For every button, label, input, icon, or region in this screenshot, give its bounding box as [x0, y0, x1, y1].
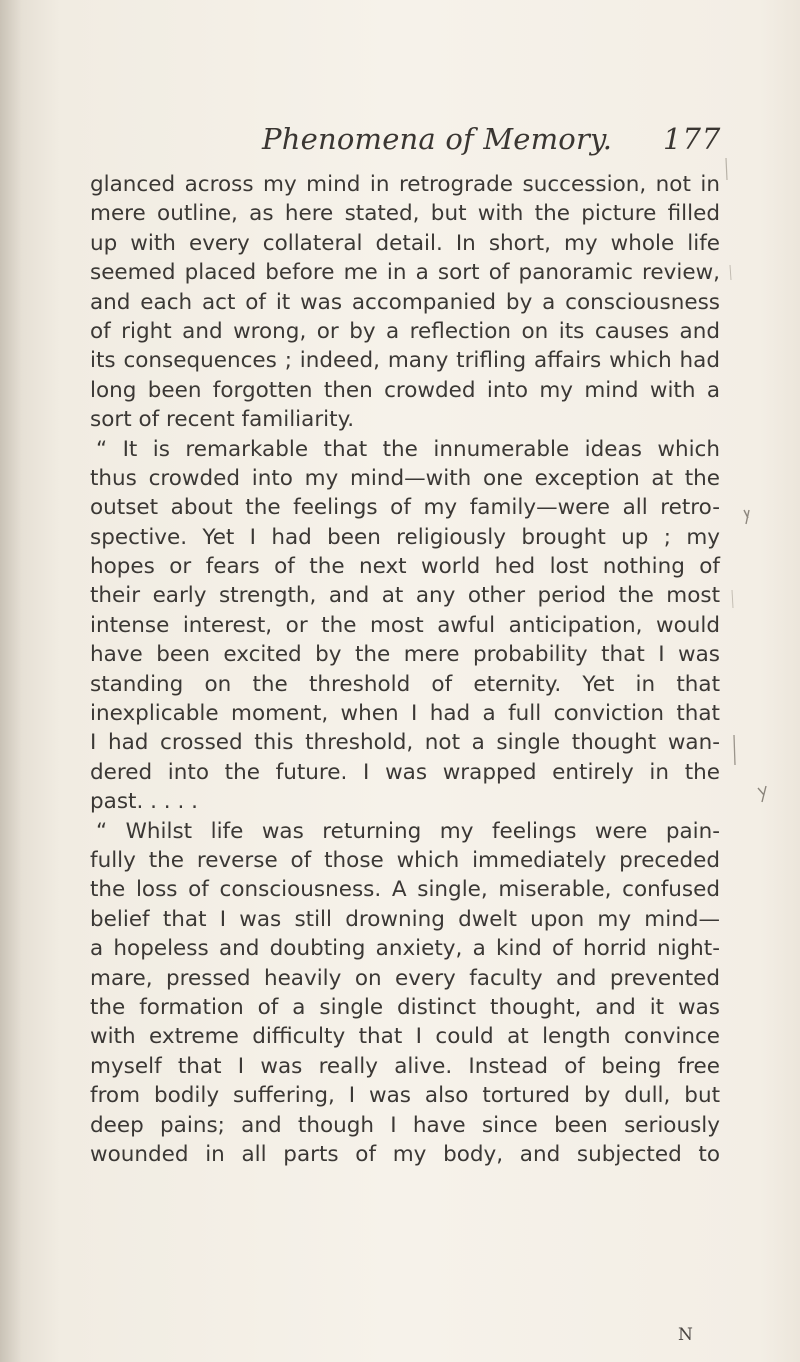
text-line: up with every collateral detail. In short, my whole life — [90, 230, 720, 256]
page-header — [0, 122, 800, 166]
text-line: outset about the feelings of my family—were all retro- — [90, 495, 720, 521]
page-number: 177 — [663, 122, 722, 156]
body-text — [90, 170, 720, 1169]
text-line: belief that I was still drowning dwelt upon my mind— — [90, 906, 720, 932]
running-title: Phenomena of Memory. — [262, 122, 613, 156]
text-line: inexplicable moment, when I had a full conviction that — [90, 701, 720, 727]
text-line: deep pains; and though I have since been seriously — [90, 1112, 720, 1138]
text-line: I had crossed this threshold, not a single thought wan- — [90, 730, 720, 756]
text-line: fully the reverse of those which immediately preceded — [90, 847, 720, 873]
text-line: long been forgotten then crowded into my mind with a — [90, 377, 720, 403]
text-line: intense interest, or the most awful anticipation, would — [90, 612, 720, 638]
text-line: mare, pressed heavily on every faculty and prevented — [90, 965, 720, 991]
text-line: and each act of it was accompanied by a consciousness — [90, 289, 720, 315]
signature-mark: N — [678, 1325, 693, 1345]
text-line: spective. Yet I had been religiously brought up ; my — [90, 524, 720, 550]
text-line: the formation of a single distinct thought, and it was — [90, 994, 720, 1020]
text-line: their early strength, and at any other period the most — [90, 583, 720, 609]
text-line: seemed placed before me in a sort of panoramic review, — [90, 260, 720, 286]
text-line: mere outline, as here stated, but with the picture filled — [90, 201, 720, 227]
text-line: “ It is remarkable that the innumerable ideas which — [96, 436, 720, 462]
text-line: past. . . . . — [90, 789, 198, 815]
text-line: with extreme difficulty that I could at length convince — [90, 1024, 720, 1050]
text-line: its consequences ; indeed, many trifling affairs which had — [90, 348, 720, 374]
text-line: standing on the threshold of eternity. Yet in that — [90, 671, 720, 697]
text-line: hopes or fears of the next world hed lost nothing of — [90, 554, 720, 580]
text-line: dered into the future. I was wrapped entirely in the — [90, 759, 720, 785]
text-line: from bodily suffering, I was also tortured by dull, but — [90, 1083, 720, 1109]
text-line: a hopeless and doubting anxiety, a kind of horrid night- — [90, 936, 720, 962]
margin-marks — [722, 140, 792, 840]
text-line: thus crowded into my mind—with one exception at the — [90, 465, 720, 491]
text-line: myself that I was really alive. Instead of being free — [90, 1053, 720, 1079]
text-line: have been excited by the mere probability that I was — [90, 642, 720, 668]
text-line: “ Whilst life was returning my feelings were pain- — [96, 818, 720, 844]
text-line: wounded in all parts of my body, and subjected to — [90, 1141, 720, 1167]
text-line: glanced across my mind in retrograde succession, not in — [90, 172, 720, 197]
text-line: the loss of consciousness. A single, miserable, confused — [90, 877, 720, 903]
text-line: of right and wrong, or by a reflection on its causes and — [90, 318, 720, 344]
text-line: sort of recent familiarity. — [90, 407, 355, 433]
